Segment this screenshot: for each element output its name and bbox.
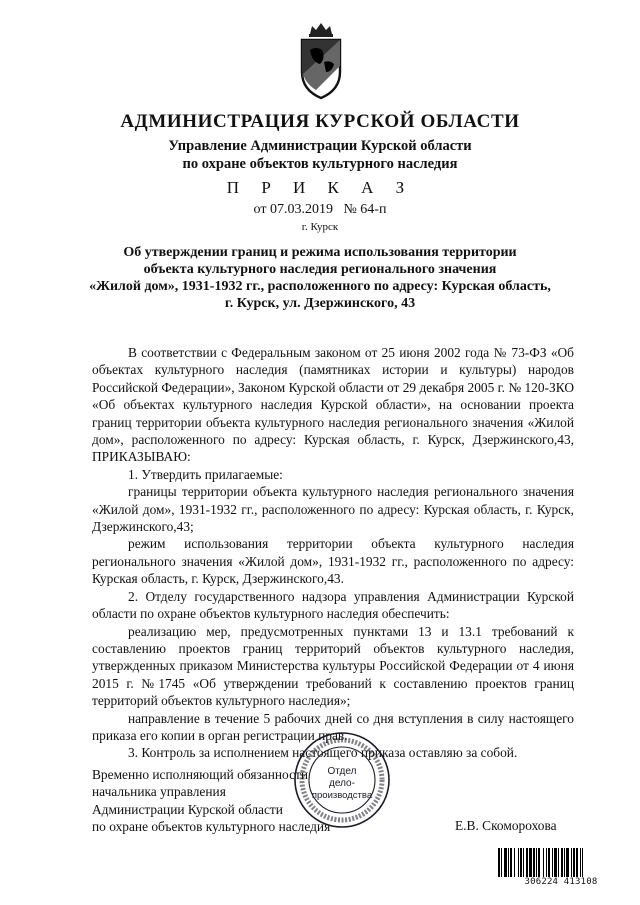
body-paragraph-boundaries: границы территории объекта культурного наследия регионального значения «Жилой дом», 1931-1932 гг., расположенного по адресу: Курская область, г. Курск, Дзержинского,43;	[92, 484, 574, 535]
body-paragraph-regime: режим использования территории объекта культурного наследия регионального значения «Жилой дом», 1931-1932 гг., расположенного по адресу: Курская область, г. Курск, Дзержинского,43.	[92, 536, 574, 587]
signature-title-line-2: начальника управления	[92, 784, 226, 800]
body-paragraph-preamble: В соответствии с Федеральным законом от 25 июня 2002 года № 73-ФЗ «Об объектах культурного наследия (памятниках истории и культуры) народов Российской Федерации», Законом Курской области от 29 декабря 2005 г. № 120-ЗКО «Об объектах культурного наследия Курской области», на основании проекта границ территории объекта культурного наследия регионального значения «Жилой дом», расположенного по адресу: Курская область, г. Курск, Дзержинского,43, ПРИКАЗЫВАЮ:	[92, 345, 574, 465]
coat-of-arms-icon	[296, 20, 346, 100]
stamp-text-line-2: дело-	[329, 778, 355, 789]
document-title-line-3: «Жилой дом», 1931-1932 гг., расположенного по адресу: Курская область,	[89, 279, 551, 294]
document-body	[92, 344, 574, 762]
body-paragraph-registration: направление в течение 5 рабочих дней со дня вступления в силу настоящего приказа его копии в орган регистрации прав.	[92, 710, 574, 743]
organization-name: АДМИНИСТРАЦИЯ КУРСКОЙ ОБЛАСТИ	[120, 111, 520, 132]
document-title-line-1: Об утверждении границ и режима использования территории	[123, 245, 517, 260]
signature-title-line-1: Временно исполняющий обязанности	[92, 767, 309, 782]
document-title-line-4: г. Курск, ул. Дзержинского, 43	[224, 296, 416, 311]
document-number: от 07.03.2019 № 64-п	[253, 202, 387, 217]
department-name-line-1: Управление Администрации Курской области	[168, 138, 472, 154]
document-city: г. Курск	[301, 221, 339, 233]
round-stamp	[292, 730, 392, 830]
stamp-text-line-3: производства	[311, 790, 373, 801]
body-paragraph-item-2: 2. Отделу государственного надзора управления Администрации Курской области по охране объектов культурного наследия обеспечить:	[92, 588, 574, 622]
body-paragraph-measures: реализацию мер, предусмотренных пунктами 13 и 13.1 требований к составлению проектов границ территорий объектов культурного наследия, утвержденных приказом Министерства культуры Российской Федерации от 4 июня 2015 г. №1745 «Об утверждении требований к составлению проектов границ территорий объектов культурного наследия»;	[92, 623, 574, 709]
department-name-line-2: по охране объектов культурного наследия	[182, 156, 458, 172]
body-paragraph-item-3: 3. Контроль за исполнением настоящего приказа оставляю за собой.	[128, 745, 518, 761]
signatory-name: Е.В. Скоморохова	[455, 818, 557, 833]
document-title-line-2: объекта культурного наследия регионального значения	[143, 262, 497, 277]
body-paragraph-item-1: 1. Утвердить прилагаемые:	[128, 466, 283, 482]
document-type: П Р И К А З	[226, 178, 414, 197]
signature-title-line-3: Администрации Курской области	[92, 801, 283, 817]
signature-title-line-4: по охране объектов культурного наследия	[92, 819, 331, 835]
stamp-text-line-1: Отдел	[327, 766, 357, 777]
barcode-number: 306224 413108	[498, 877, 624, 887]
